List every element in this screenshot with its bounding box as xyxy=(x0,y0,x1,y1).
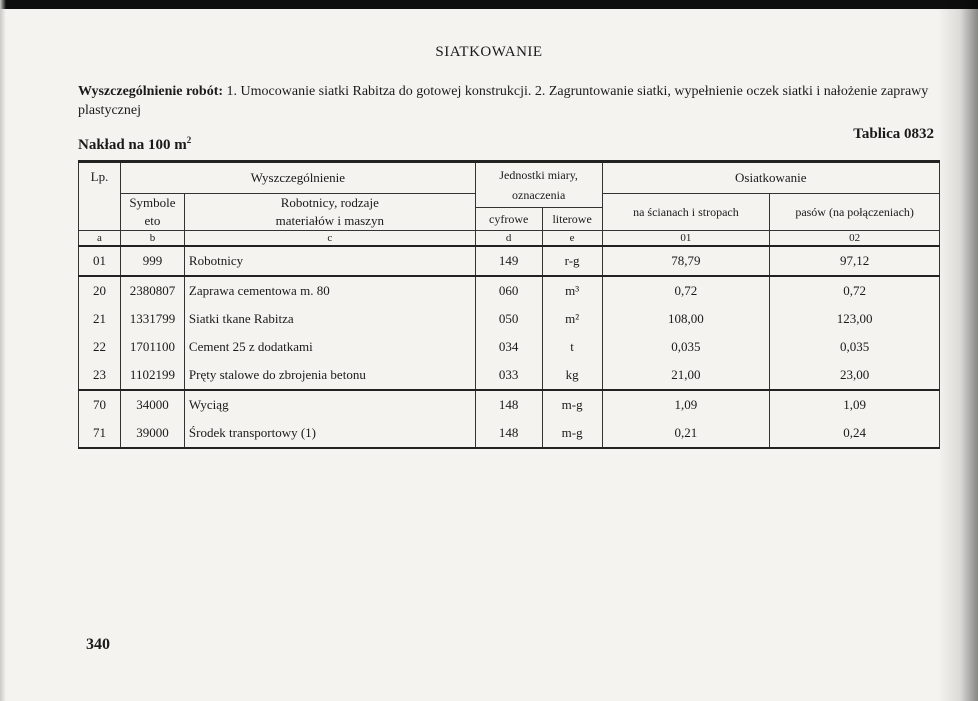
cell-symbol: 2380807 xyxy=(120,276,184,305)
header-robotnicy: Robotnicy, rodzaje materiałów i maszyn xyxy=(184,194,475,231)
binding-shadow xyxy=(938,0,978,701)
cell-value-02: 123,00 xyxy=(770,305,940,333)
cell-value-01: 1,09 xyxy=(602,390,770,419)
column-letter: d xyxy=(475,231,542,247)
cell-value-02: 0,24 xyxy=(770,419,940,448)
table-row xyxy=(79,246,940,276)
cell-value-02: 1,09 xyxy=(770,390,940,419)
column-letters-row xyxy=(79,231,940,247)
table-row xyxy=(79,333,940,361)
column-letter: e xyxy=(542,231,602,247)
page-title: SIATKOWANIE xyxy=(435,44,543,60)
cell-lp: 21 xyxy=(79,305,121,333)
cell-value-01: 21,00 xyxy=(602,361,770,390)
cell-literowe: r-g xyxy=(542,246,602,276)
cell-cyfrowe: 149 xyxy=(475,246,542,276)
cell-symbol: 1701100 xyxy=(120,333,184,361)
page-number: 340 xyxy=(86,636,110,653)
cell-value-01: 0,21 xyxy=(602,419,770,448)
column-letter: b xyxy=(120,231,184,247)
work-description xyxy=(78,82,938,120)
cell-literowe: t xyxy=(542,333,602,361)
work-description-text: 1. Umocowanie siatki Rabitza do gotowej konstrukcji. 2. Zagruntowanie siatki, wypełnienie oczek siatki i nałożenie zaprawy plastycznej xyxy=(78,84,929,118)
naklad-heading xyxy=(78,137,191,154)
header-wyszczegolnienie: Wyszczególnienie xyxy=(120,162,475,194)
cell-literowe: m² xyxy=(542,305,602,333)
cell-literowe: kg xyxy=(542,361,602,390)
column-letter: 01 xyxy=(602,231,770,247)
cell-lp: 01 xyxy=(79,246,121,276)
cell-symbol: 1102199 xyxy=(120,361,184,390)
cell-name: Środek transportowy (1) xyxy=(184,419,475,448)
column-letter: 02 xyxy=(770,231,940,247)
table-row xyxy=(79,419,940,448)
cell-name: Zaprawa cementowa m. 80 xyxy=(184,276,475,305)
cell-symbol: 1331799 xyxy=(120,305,184,333)
cell-lp: 23 xyxy=(79,361,121,390)
norm-table xyxy=(78,160,940,449)
table-row xyxy=(79,361,940,390)
cell-symbol: 34000 xyxy=(120,390,184,419)
cell-name: Wyciąg xyxy=(184,390,475,419)
cell-value-01: 78,79 xyxy=(602,246,770,276)
cell-cyfrowe: 050 xyxy=(475,305,542,333)
cell-cyfrowe: 033 xyxy=(475,361,542,390)
header-col01: na ścianach i stropach xyxy=(602,194,770,231)
cell-literowe: m-g xyxy=(542,390,602,419)
cell-symbol: 39000 xyxy=(120,419,184,448)
naklad-sup: 2 xyxy=(186,135,192,145)
cell-lp: 71 xyxy=(79,419,121,448)
header-symbole: Symbole eto xyxy=(120,194,184,231)
work-description-label: Wyszczególnienie robót: xyxy=(78,84,224,99)
cell-value-02: 0,035 xyxy=(770,333,940,361)
cell-lp: 70 xyxy=(79,390,121,419)
header-lp: Lp. xyxy=(79,162,121,231)
cell-literowe: m-g xyxy=(542,419,602,448)
header-col02: pasów (na połączeniach) xyxy=(770,194,940,231)
cell-value-01: 108,00 xyxy=(602,305,770,333)
cell-name: Pręty stalowe do zbrojenia betonu xyxy=(184,361,475,390)
cell-cyfrowe: 148 xyxy=(475,390,542,419)
header-jednostki: Jednostki miary, oznaczenia xyxy=(475,162,602,208)
header-cyfrowe: cyfrowe xyxy=(475,208,542,231)
table-number: Tablica 0832 xyxy=(853,126,934,142)
header-literowe: literowe xyxy=(542,208,602,231)
table-row xyxy=(79,305,940,333)
column-letter: a xyxy=(79,231,121,247)
cell-literowe: m³ xyxy=(542,276,602,305)
cell-symbol: 999 xyxy=(120,246,184,276)
cell-value-02: 23,00 xyxy=(770,361,940,390)
naklad-text: Nakład na 100 m xyxy=(78,137,187,153)
table-row xyxy=(79,390,940,419)
cell-cyfrowe: 034 xyxy=(475,333,542,361)
cell-lp: 22 xyxy=(79,333,121,361)
cell-value-02: 97,12 xyxy=(770,246,940,276)
cell-name: Cement 25 z dodatkami xyxy=(184,333,475,361)
cell-name: Siatki tkane Rabitza xyxy=(184,305,475,333)
cell-cyfrowe: 060 xyxy=(475,276,542,305)
header-osiatkowanie: Osiatkowanie xyxy=(602,162,939,194)
cell-value-01: 0,035 xyxy=(602,333,770,361)
left-edge-shadow xyxy=(0,0,6,701)
cell-value-01: 0,72 xyxy=(602,276,770,305)
top-edge-shadow xyxy=(0,0,978,9)
cell-cyfrowe: 148 xyxy=(475,419,542,448)
table-row xyxy=(79,276,940,305)
column-letter: c xyxy=(184,231,475,247)
cell-lp: 20 xyxy=(79,276,121,305)
cell-value-02: 0,72 xyxy=(770,276,940,305)
cell-name: Robotnicy xyxy=(184,246,475,276)
